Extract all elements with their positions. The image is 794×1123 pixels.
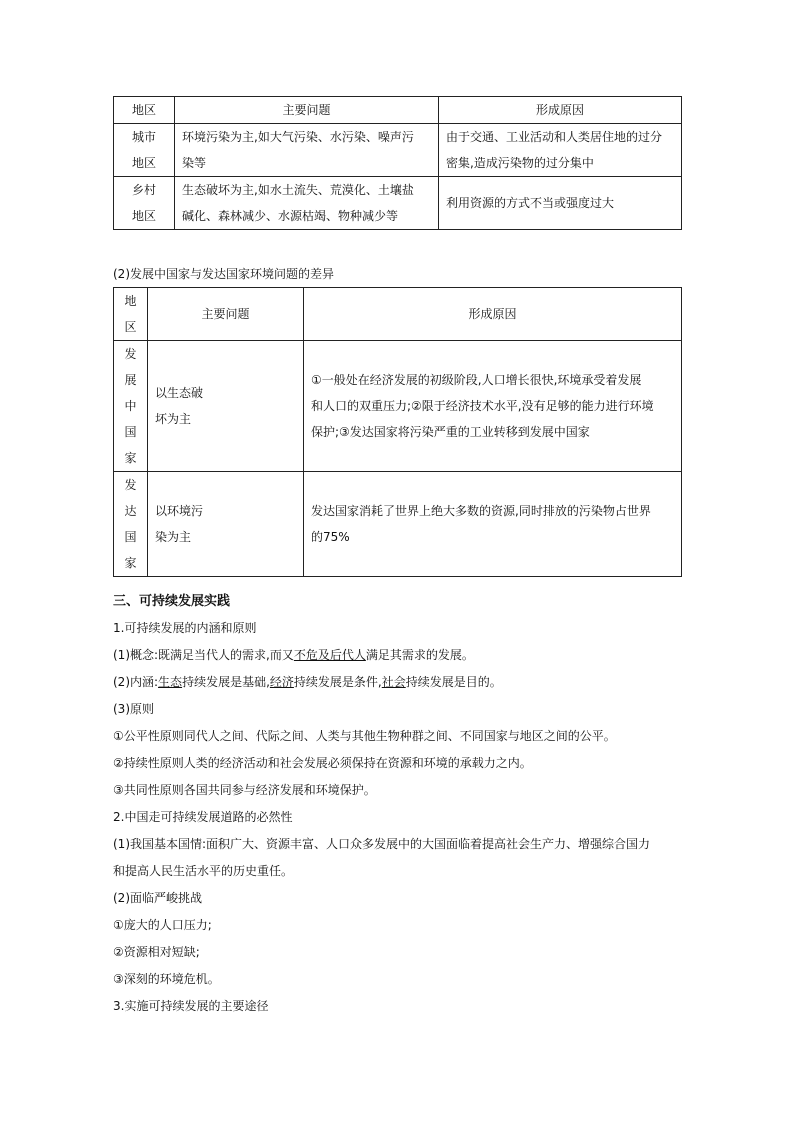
cause-cell [304,341,682,472]
header-region [114,288,148,341]
section-heading: 三、可持续发展实践 [113,594,231,609]
underlined-term: 不危及后代人 [293,648,366,662]
region-char: 展 [124,373,137,387]
table-header-row [114,97,682,124]
cause-cell [439,177,682,230]
challenges-label: (2)面临严峻挑战 [113,891,202,905]
region-line: 地区 [131,156,156,170]
text-run: 持续发展是基础, [182,675,270,689]
region-cell [114,124,175,177]
national-condition-line: (1)我国基本国情:面积广大、资源丰富、人口众多发展中的大国面临着提高社会生产力、增强综合国力 [113,837,651,851]
header-region-char: 地 [124,294,137,308]
header-problem: 主要问题 [175,97,439,124]
region-cell [114,472,148,577]
cause-line: 利用资源的方式不当或强度过大 [446,196,615,210]
subheading: 1.可持续发展的内涵和原则 [113,621,257,635]
cause-line: 保护;③发达国家将污染严重的工业转移到发展中国家 [311,425,590,439]
problem-line: 染为主 [155,530,192,544]
underlined-term: 社会 [381,675,406,689]
table-row [114,177,682,230]
cause-line: 和人口的双重压力;②限于经济技术水平,没有足够的能力进行环境 [311,399,654,413]
region-char: 发 [124,347,137,361]
text-run: 满足其需求的发展。 [365,648,474,662]
underlined-term: 生态 [158,675,183,689]
table-row [114,472,682,577]
header-region: 地区 [114,97,175,124]
table-row [114,124,682,177]
cause-line: 由于交通、工业活动和人类居住地的过分 [446,130,663,144]
principle-item: ②持续性原则人类的经济活动和社会发展必须保持在资源和环境的承载力之内。 [113,756,532,770]
problem-line: 坏为主 [155,412,192,426]
problem-cell [148,341,304,472]
header-cause: 形成原因 [439,97,682,124]
cause-line: ①一般处在经济发展的初级阶段,人口增长很快,环境承受着发展 [311,373,642,387]
region-char: 国 [124,425,137,439]
text-run: 持续发展是目的。 [405,675,502,689]
problem-line: 以生态破 [155,386,204,400]
cause-line: 发达国家消耗了世界上绝大多数的资源,同时排放的污染物占世界 [311,504,651,518]
national-condition-line: 和提高人民生活水平的历史重任。 [113,864,294,878]
cause-line: 的75% [311,530,350,544]
section-caption: (2)发展中国家与发达国家环境问题的差异 [113,267,334,281]
table-header-row [114,288,682,341]
region-char: 达 [124,504,137,518]
header-cause: 形成原因 [304,288,682,341]
region-char: 发 [124,478,137,492]
region-char: 国 [124,530,137,544]
region-char: 家 [124,451,137,465]
underlined-term: 经济 [269,675,294,689]
text-run: (1)概念:既满足当代人的需求,而又 [113,648,294,662]
principles-label: (3)原则 [113,702,154,716]
header-region-char: 区 [124,320,137,334]
region-cell [114,341,148,472]
problem-cell [148,472,304,577]
challenge-item: ③深刻的环境危机。 [113,972,220,986]
developing-developed-table [113,287,682,577]
problem-line: 碱化、森林减少、水源枯竭、物种减少等 [182,209,399,223]
region-char: 中 [124,399,137,413]
problem-cell [175,177,439,230]
principle-item: ③共同性原则各国共同参与经济发展和环境保护。 [113,783,376,797]
concept-paragraph [113,645,474,665]
cause-cell [304,472,682,577]
problem-cell [175,124,439,177]
region-char: 家 [124,556,137,570]
connotation-paragraph [113,672,502,692]
header-problem: 主要问题 [148,288,304,341]
urban-rural-table [113,96,682,230]
text-run: (2)内涵: [113,675,159,689]
subheading: 3.实施可持续发展的主要途径 [113,999,269,1013]
problem-line: 染等 [182,156,207,170]
region-cell [114,177,175,230]
problem-line: 环境污染为主,如大气污染、水污染、噪声污 [182,130,414,144]
problem-line: 以环境污 [155,504,204,518]
region-line: 乡村 [131,183,156,197]
challenge-item: ①庞大的人口压力; [113,918,212,932]
cause-line: 密集,造成污染物的过分集中 [446,156,594,170]
principle-item: ①公平性原则同代人之间、代际之间、人类与其他生物种群之间、不同国家与地区之间的公平。 [113,729,616,743]
region-line: 城市 [131,130,156,144]
table-row [114,341,682,472]
text-run: 持续发展是条件, [293,675,382,689]
cause-cell [439,124,682,177]
subheading: 2.中国走可持续发展道路的必然性 [113,810,293,824]
challenge-item: ②资源相对短缺; [113,945,200,959]
problem-line: 生态破坏为主,如水土流失、荒漠化、土壤盐 [182,183,414,197]
region-line: 地区 [131,209,156,223]
